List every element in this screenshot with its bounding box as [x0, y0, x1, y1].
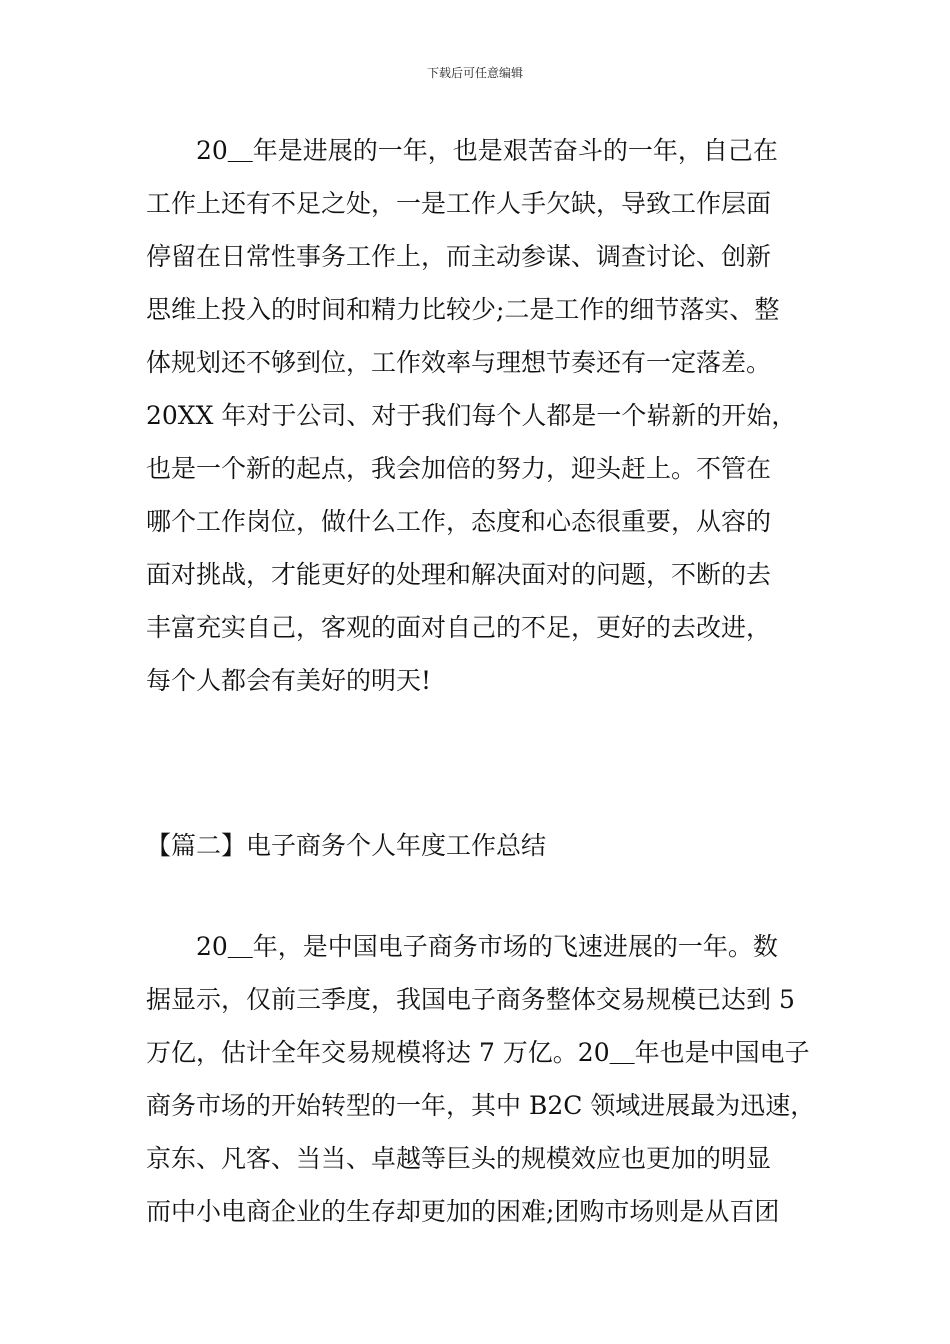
text-line: 也是一个新的起点，我会加倍的努力，迎头赶上。不管在	[146, 454, 772, 483]
text-line: 20＿年，是中国电子商务市场的飞速进展的一年。数	[196, 932, 778, 961]
paragraph-1	[146, 124, 826, 707]
text-line: 商务市场的开始转型的一年，其中 B2C 领域进展最为迅速，	[146, 1091, 816, 1120]
text-line: 丰富充实自己，客观的面对自己的不足，更好的去改进，	[146, 613, 772, 642]
text-line: 哪个工作岗位，做什么工作，态度和心态很重要，从容的	[146, 507, 772, 536]
text-line: 万亿，估计全年交易规模将达 7 万亿。20＿年也是中国电子	[146, 1038, 810, 1067]
text-line: 据显示，仅前三季度，我国电子商务整体交易规模已达到 5	[146, 985, 795, 1014]
text-line: 20＿年是进展的一年，也是艰苦奋斗的一年，自己在	[196, 136, 778, 165]
text-line: 体规划还不够到位，工作效率与理想节奏还有一定落差。	[146, 348, 772, 377]
text-line: 20XX 年对于公司、对于我们每个人都是一个崭新的开始，	[146, 401, 797, 430]
text-line: 面对挑战，才能更好的处理和解决面对的问题，不断的去	[146, 560, 772, 589]
page-header-note: 下载后可任意编辑	[426, 66, 523, 80]
paragraph-2	[146, 920, 826, 1238]
text-line: 停留在日常性事务工作上，而主动参谋、调查讨论、创新	[146, 242, 772, 271]
section-heading: 【篇二】电子商务个人年度工作总结	[146, 831, 547, 860]
text-line: 工作上还有不足之处，一是工作人手欠缺，导致工作层面	[146, 189, 772, 218]
text-line: 而中小电商企业的生存却更加的困难;团购市场则是从百团	[146, 1197, 780, 1226]
text-line: 京东、凡客、当当、卓越等巨头的规模效应也更加的明显	[146, 1144, 772, 1173]
text-line: 思维上投入的时间和精力比较少;二是工作的细节落实、整	[146, 295, 780, 324]
text-line: 每个人都会有美好的明天!	[146, 666, 432, 695]
